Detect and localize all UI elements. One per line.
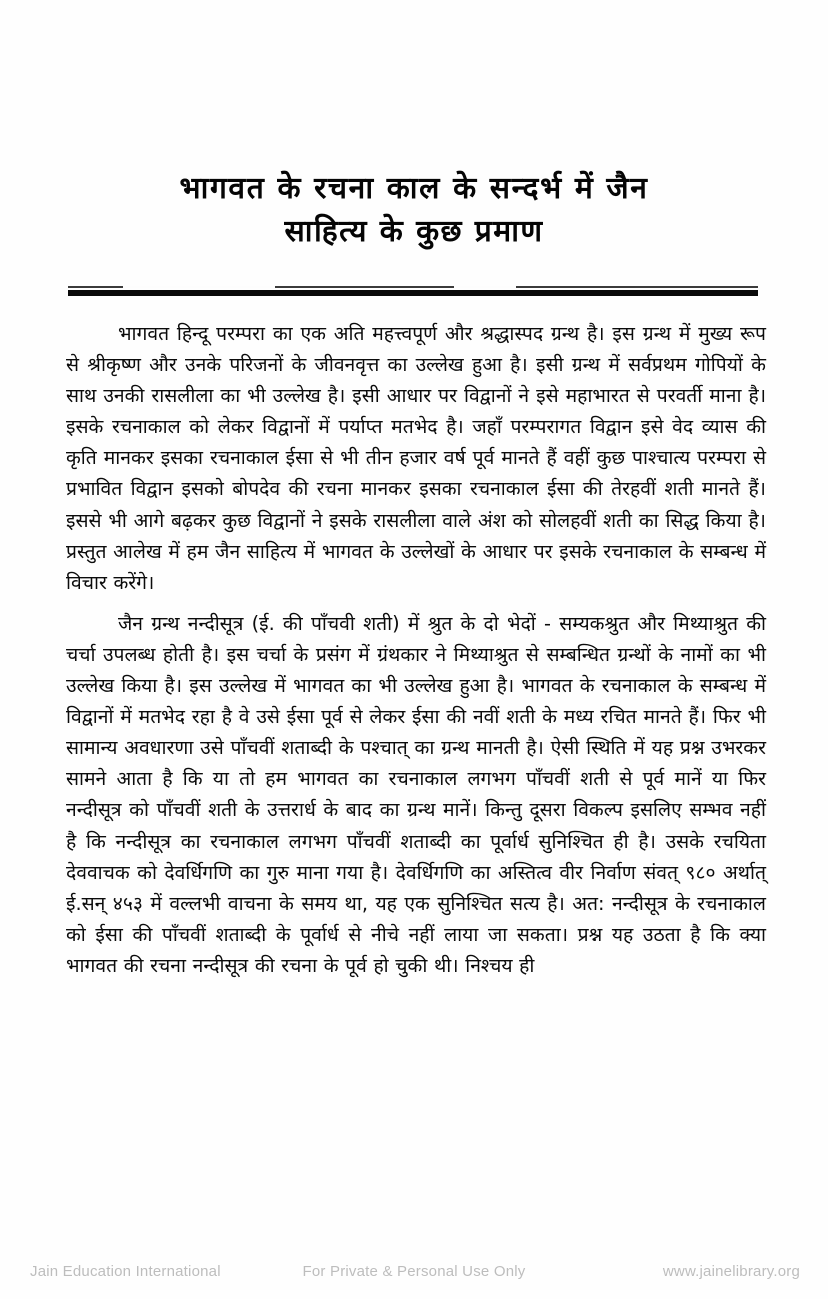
body-text-column bbox=[66, 318, 766, 981]
page-footer bbox=[0, 1258, 828, 1284]
divider-thin-line bbox=[68, 286, 758, 288]
paragraph-1: भागवत हिन्दू परम्परा का एक अति महत्त्वपूर्ण और श्रद्धास्पद ग्रन्थ है। इस ग्रन्थ में मुख्य रूप से श्रीकृष्ण और उनके परिजनों के जीवनवृत्त का उल्लेख हुआ है। इसी ग्रन्थ में सर्वप्रथम गोपियों के साथ उनकी रासलीला का भी उल्लेख है। इसी आधार पर विद्वानों ने इसे महाभारत से परवर्ती माना है। इसके रचनाकाल को लेकर विद्वानों में पर्याप्त मतभेद है। जहाँ परम्परागत विद्वान इसे वेद व्यास की कृति मानकर इसका रचनाकाल ईसा से भी तीन हजार वर्ष पूर्व मानते हैं वहीं कुछ पाश्चात्य परम्परा से प्रभावित विद्वान इसको बोपदेव की रचना मानकर इसका रचनाकाल ईसा की तेरहवीं शती मानते हैं। इससे भी आगे बढ़कर कुछ विद्वानों ने इसके रासलीला वाले अंश को सोलहवीं शती का सिद्ध किया है। प्रस्तुत आलेख में हम जैन साहित्य में भागवत के उल्लेखों के आधार पर इसके रचनाकाल के सम्बन्ध में विचार करेंगे। bbox=[66, 322, 766, 594]
footer-usage-notice: For Private & Personal Use Only bbox=[302, 1262, 526, 1280]
title-divider-rule bbox=[68, 286, 758, 298]
title-line-2: साहित्य के कुछ प्रमाण bbox=[284, 213, 544, 249]
paragraph-2: जैन ग्रन्थ नन्दीसूत्र (ई. की पाँचवी शती) में श्रुत के दो भेदों - सम्यकश्रुत और मिथ्याश्रुत की चर्चा उपलब्ध होती है। इस चर्चा के प्रसंग में ग्रंथकार ने मिथ्याश्रुत से सम्बन्धित ग्रन्थों के नामों का भी उल्लेख किया है। इस उल्लेख में भागवत का भी उल्लेख हुआ है। भागवत के रचनाकाल के सम्बन्ध में विद्वानों में मतभेद रहा है वे उसे ईसा पूर्व से लेकर ईसा की नवीं शती के मध्य रचित मानते हैं। फिर भी सामान्य अवधारणा उसे पाँचवीं शताब्दी के पश्चात् का ग्रन्थ मानती है। ऐसी स्थिति में यह प्रश्न उभरकर सामने आता है कि या तो हम भागवत का रचनाकाल लगभग पाँचवीं शती से पूर्व मानें या फिर नन्दीसूत्र को पाँचवीं शती के उत्तरार्ध के बाद का ग्रन्थ मानें। किन्तु दूसरा विकल्प इसलिए सम्भव नहीं है कि नन्दीसूत्र का रचनाकाल लगभग पाँचवीं शताब्दी का पूर्वार्ध सुनिश्चित ही है। उसके रचयिता देववाचक को देवर्धिगणि का गुरु माना गया है। देवर्धिगणि का अस्तित्व वीर निर्वाण संवत् ९८० अर्थात् ई.सन् ४५३ में वल्लभी वाचना के समय था, यह एक सुनिश्चित सत्य है। अत: नन्दीसूत्र के रचनाकाल को ईसा की पाँचवीं शताब्दी के पूर्वार्ध से नीचे नहीं लाया जा सकता। प्रश्न यह उठता है कि क्या भागवत की रचना नन्दीसूत्र की रचना के पूर्व हो चुकी थी। निश्चय ही bbox=[66, 611, 766, 977]
footer-organization: Jain Education International bbox=[30, 1262, 221, 1280]
page-title bbox=[68, 168, 760, 253]
footer-website-url[interactable]: www.jainelibrary.org bbox=[662, 1262, 800, 1280]
title-line-1: भागवत के रचना काल के सन्दर्भ में जैन bbox=[179, 171, 649, 206]
divider-thick-bar bbox=[68, 290, 758, 296]
